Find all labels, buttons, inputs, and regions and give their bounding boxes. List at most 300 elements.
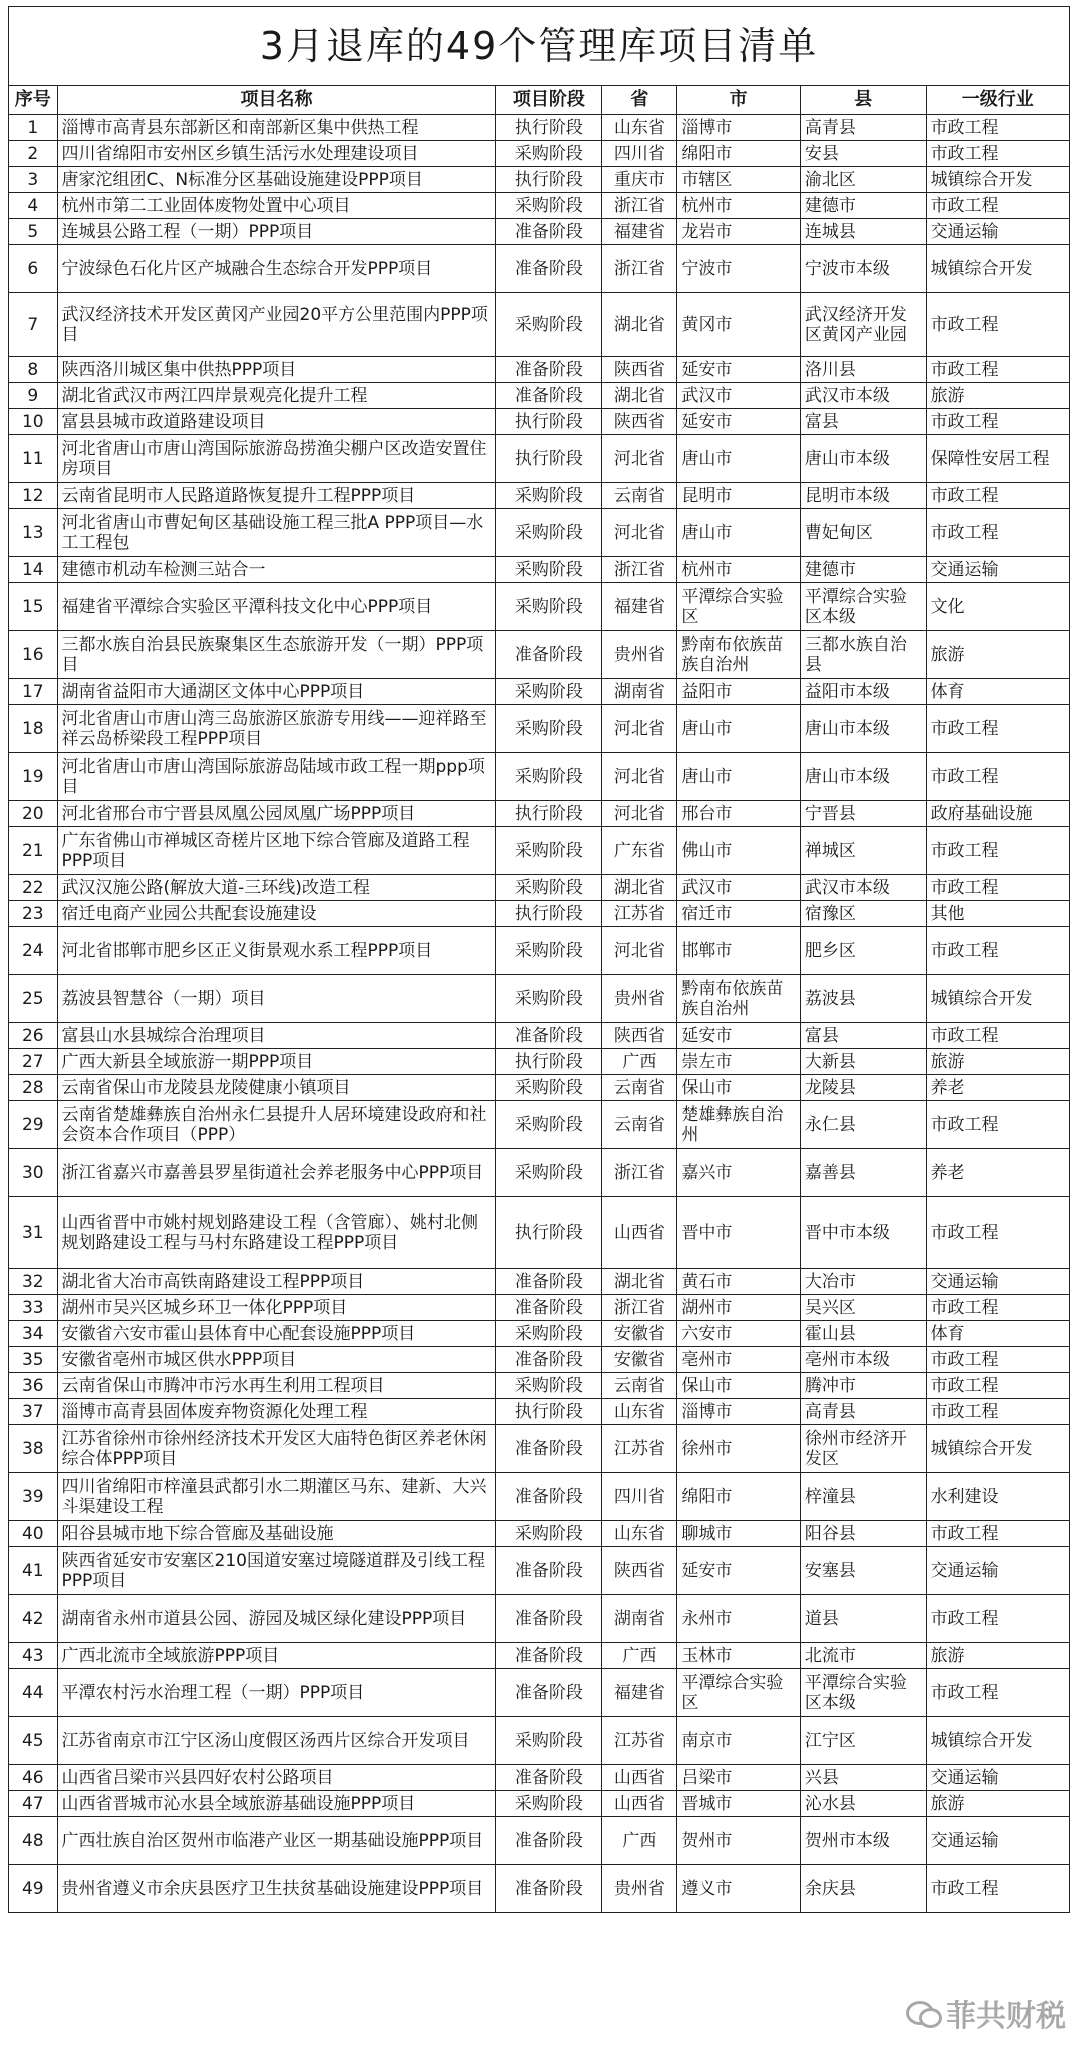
county: 高青县 xyxy=(800,1399,926,1425)
project-stage: 执行阶段 xyxy=(496,1197,602,1269)
project-name: 江苏省南京市江宁区汤山度假区汤西片区综合开发项目 xyxy=(57,1717,496,1765)
city: 延安市 xyxy=(677,1547,801,1595)
project-name: 三都水族自治县民族聚集区生态旅游开发（一期）PPP项目 xyxy=(57,631,496,679)
project-stage: 执行阶段 xyxy=(496,409,602,435)
project-name: 江苏省徐州市徐州经济技术开发区大庙特色街区养老休闲综合体PPP项目 xyxy=(57,1425,496,1473)
city: 聊城市 xyxy=(677,1521,801,1547)
province: 广东省 xyxy=(602,827,677,875)
industry: 旅游 xyxy=(926,1791,1069,1817)
province: 江苏省 xyxy=(602,901,677,927)
city: 唐山市 xyxy=(677,509,801,557)
project-stage: 准备阶段 xyxy=(496,245,602,293)
city: 亳州市 xyxy=(677,1347,801,1373)
project-name: 浙江省嘉兴市嘉善县罗星街道社会养老服务中心PPP项目 xyxy=(57,1149,496,1197)
project-name: 云南省楚雄彝族自治州永仁县提升人居环境建设政府和社会资本合作项目（PPP） xyxy=(57,1101,496,1149)
county: 宁晋县 xyxy=(800,801,926,827)
table-row xyxy=(9,1295,1070,1321)
project-name: 山西省晋城市沁水县全域旅游基础设施PPP项目 xyxy=(57,1791,496,1817)
county: 连城县 xyxy=(800,219,926,245)
row-number: 38 xyxy=(9,1425,58,1473)
table-row xyxy=(9,753,1070,801)
county: 安塞县 xyxy=(800,1547,926,1595)
city: 益阳市 xyxy=(677,679,801,705)
project-stage: 采购阶段 xyxy=(496,141,602,167)
county: 昆明市本级 xyxy=(800,483,926,509)
table-row xyxy=(9,1023,1070,1049)
table-row xyxy=(9,927,1070,975)
table-row xyxy=(9,167,1070,193)
row-number: 41 xyxy=(9,1547,58,1595)
row-number: 23 xyxy=(9,901,58,927)
project-stage: 准备阶段 xyxy=(496,1425,602,1473)
table-row xyxy=(9,1197,1070,1269)
row-number: 31 xyxy=(9,1197,58,1269)
city: 武汉市 xyxy=(677,875,801,901)
row-number: 21 xyxy=(9,827,58,875)
county: 沁水县 xyxy=(800,1791,926,1817)
city: 六安市 xyxy=(677,1321,801,1347)
industry: 市政工程 xyxy=(926,927,1069,975)
county: 龙陵县 xyxy=(800,1075,926,1101)
row-number: 46 xyxy=(9,1765,58,1791)
province: 江苏省 xyxy=(602,1425,677,1473)
row-number: 10 xyxy=(9,409,58,435)
industry: 文化 xyxy=(926,583,1069,631)
province: 河北省 xyxy=(602,509,677,557)
table-row xyxy=(9,901,1070,927)
project-name: 广西大新县全域旅游一期PPP项目 xyxy=(57,1049,496,1075)
project-stage: 准备阶段 xyxy=(496,631,602,679)
table-row xyxy=(9,1101,1070,1149)
project-name: 宿迁电商产业园公共配套设施建设 xyxy=(57,901,496,927)
city: 南京市 xyxy=(677,1717,801,1765)
city: 宿迁市 xyxy=(677,901,801,927)
city: 龙岩市 xyxy=(677,219,801,245)
table-row xyxy=(9,1321,1070,1347)
industry: 养老 xyxy=(926,1149,1069,1197)
project-stage: 采购阶段 xyxy=(496,193,602,219)
project-stage: 执行阶段 xyxy=(496,435,602,483)
province: 浙江省 xyxy=(602,1149,677,1197)
county: 道县 xyxy=(800,1595,926,1643)
county: 曹妃甸区 xyxy=(800,509,926,557)
county: 富县 xyxy=(800,409,926,435)
project-stage: 准备阶段 xyxy=(496,1865,602,1913)
county: 平潭综合实验区本级 xyxy=(800,583,926,631)
county: 武汉经济开发区黄冈产业园 xyxy=(800,293,926,357)
province: 陕西省 xyxy=(602,357,677,383)
table-row xyxy=(9,115,1070,141)
table-row xyxy=(9,1817,1070,1865)
county: 三都水族自治县 xyxy=(800,631,926,679)
project-name: 河北省唐山市曹妃甸区基础设施工程三批A PPP项目—水工工程包 xyxy=(57,509,496,557)
table-row xyxy=(9,1399,1070,1425)
industry: 城镇综合开发 xyxy=(926,167,1069,193)
project-name: 湖北省武汉市两江四岸景观亮化提升工程 xyxy=(57,383,496,409)
project-name: 宁波绿色石化片区产城融合生态综合开发PPP项目 xyxy=(57,245,496,293)
industry: 城镇综合开发 xyxy=(926,975,1069,1023)
table-row xyxy=(9,1149,1070,1197)
province: 广西 xyxy=(602,1817,677,1865)
project-stage: 准备阶段 xyxy=(496,1817,602,1865)
project-stage: 准备阶段 xyxy=(496,1547,602,1595)
table-row xyxy=(9,357,1070,383)
project-stage: 执行阶段 xyxy=(496,167,602,193)
project-name: 建德市机动车检测三站合一 xyxy=(57,557,496,583)
project-name: 山西省吕梁市兴县四好农村公路项目 xyxy=(57,1765,496,1791)
project-stage: 采购阶段 xyxy=(496,679,602,705)
project-stage: 采购阶段 xyxy=(496,1321,602,1347)
province: 河北省 xyxy=(602,435,677,483)
industry: 市政工程 xyxy=(926,193,1069,219)
industry: 市政工程 xyxy=(926,875,1069,901)
project-stage: 采购阶段 xyxy=(496,705,602,753)
project-stage: 采购阶段 xyxy=(496,1373,602,1399)
province: 四川省 xyxy=(602,1473,677,1521)
province: 陕西省 xyxy=(602,1547,677,1595)
row-number: 48 xyxy=(9,1817,58,1865)
province: 陕西省 xyxy=(602,409,677,435)
industry: 旅游 xyxy=(926,1049,1069,1075)
row-number: 47 xyxy=(9,1791,58,1817)
project-name: 唐家沱组团C、N标准分区基础设施建设PPP项目 xyxy=(57,167,496,193)
industry: 市政工程 xyxy=(926,1023,1069,1049)
province: 湖北省 xyxy=(602,293,677,357)
table-row xyxy=(9,975,1070,1023)
city: 昆明市 xyxy=(677,483,801,509)
project-stage: 执行阶段 xyxy=(496,115,602,141)
header-city: 市 xyxy=(677,86,801,115)
province: 福建省 xyxy=(602,1669,677,1717)
province: 陕西省 xyxy=(602,1023,677,1049)
row-number: 43 xyxy=(9,1643,58,1669)
county: 贺州市本级 xyxy=(800,1817,926,1865)
industry: 市政工程 xyxy=(926,293,1069,357)
row-number: 25 xyxy=(9,975,58,1023)
province: 贵州省 xyxy=(602,975,677,1023)
industry: 市政工程 xyxy=(926,705,1069,753)
table-row xyxy=(9,1075,1070,1101)
province: 浙江省 xyxy=(602,193,677,219)
industry: 市政工程 xyxy=(926,509,1069,557)
industry: 交通运输 xyxy=(926,1547,1069,1595)
row-number: 29 xyxy=(9,1101,58,1149)
project-name: 四川省绵阳市梓潼县武都引水二期灌区马东、建新、大兴斗渠建设工程 xyxy=(57,1473,496,1521)
city: 玉林市 xyxy=(677,1643,801,1669)
project-stage: 准备阶段 xyxy=(496,1643,602,1669)
project-name: 云南省保山市龙陵县龙陵健康小镇项目 xyxy=(57,1075,496,1101)
project-name: 四川省绵阳市安州区乡镇生活污水处理建设项目 xyxy=(57,141,496,167)
industry: 城镇综合开发 xyxy=(926,1425,1069,1473)
watermark xyxy=(906,1991,1066,2035)
industry: 市政工程 xyxy=(926,483,1069,509)
table-row xyxy=(9,875,1070,901)
county: 唐山市本级 xyxy=(800,705,926,753)
industry: 市政工程 xyxy=(926,1197,1069,1269)
county: 徐州市经济开发区 xyxy=(800,1425,926,1473)
row-number: 14 xyxy=(9,557,58,583)
row-number: 13 xyxy=(9,509,58,557)
project-name: 淄博市高青县固体废弃物资源化处理工程 xyxy=(57,1399,496,1425)
project-stage: 准备阶段 xyxy=(496,1669,602,1717)
project-name: 陕西省延安市安塞区210国道安塞过境隧道群及引线工程PPP项目 xyxy=(57,1547,496,1595)
project-stage: 采购阶段 xyxy=(496,1717,602,1765)
table-row xyxy=(9,1347,1070,1373)
industry: 养老 xyxy=(926,1075,1069,1101)
city: 贺州市 xyxy=(677,1817,801,1865)
city: 淄博市 xyxy=(677,1399,801,1425)
header-industry: 一级行业 xyxy=(926,86,1069,115)
province: 广西 xyxy=(602,1643,677,1669)
project-stage: 准备阶段 xyxy=(496,1269,602,1295)
header-project-name: 项目名称 xyxy=(57,86,496,115)
city: 黔南布依族苗族自治州 xyxy=(677,631,801,679)
table-row xyxy=(9,193,1070,219)
province: 山西省 xyxy=(602,1197,677,1269)
table-title: 3月退库的49个管理库项目清单 xyxy=(9,7,1070,86)
county: 安县 xyxy=(800,141,926,167)
project-stage: 准备阶段 xyxy=(496,1347,602,1373)
header-no: 序号 xyxy=(9,86,58,115)
industry: 市政工程 xyxy=(926,115,1069,141)
city: 绵阳市 xyxy=(677,1473,801,1521)
industry: 旅游 xyxy=(926,383,1069,409)
header-province: 省 xyxy=(602,86,677,115)
table-row xyxy=(9,1521,1070,1547)
row-number: 9 xyxy=(9,383,58,409)
row-number: 6 xyxy=(9,245,58,293)
table-row xyxy=(9,293,1070,357)
table-row xyxy=(9,583,1070,631)
table-row xyxy=(9,1765,1070,1791)
city: 邢台市 xyxy=(677,801,801,827)
project-stage: 采购阶段 xyxy=(496,1101,602,1149)
city: 唐山市 xyxy=(677,753,801,801)
city: 杭州市 xyxy=(677,557,801,583)
table-row xyxy=(9,509,1070,557)
city: 晋城市 xyxy=(677,1791,801,1817)
project-stage: 采购阶段 xyxy=(496,1521,602,1547)
row-number: 5 xyxy=(9,219,58,245)
industry: 体育 xyxy=(926,679,1069,705)
project-name: 山西省晋中市姚村规划路建设工程（含管廊）、姚村北侧规划路建设工程与马村东路建设工程PPP项目 xyxy=(57,1197,496,1269)
table-row xyxy=(9,409,1070,435)
table-row xyxy=(9,141,1070,167)
city: 黄冈市 xyxy=(677,293,801,357)
industry: 交通运输 xyxy=(926,1817,1069,1865)
city: 平潭综合实验区 xyxy=(677,1669,801,1717)
province: 河北省 xyxy=(602,927,677,975)
county: 禅城区 xyxy=(800,827,926,875)
industry: 市政工程 xyxy=(926,141,1069,167)
row-number: 19 xyxy=(9,753,58,801)
city: 唐山市 xyxy=(677,435,801,483)
project-name: 湖北省大冶市高铁南路建设工程PPP项目 xyxy=(57,1269,496,1295)
row-number: 45 xyxy=(9,1717,58,1765)
industry: 政府基础设施 xyxy=(926,801,1069,827)
industry: 市政工程 xyxy=(926,1399,1069,1425)
row-number: 42 xyxy=(9,1595,58,1643)
province: 福建省 xyxy=(602,583,677,631)
table-row xyxy=(9,631,1070,679)
project-stage: 采购阶段 xyxy=(496,827,602,875)
project-name: 湖南省永州市道县公园、游园及城区绿化建设PPP项目 xyxy=(57,1595,496,1643)
project-stage: 采购阶段 xyxy=(496,557,602,583)
project-stage: 准备阶段 xyxy=(496,219,602,245)
city: 崇左市 xyxy=(677,1049,801,1075)
county: 渝北区 xyxy=(800,167,926,193)
row-number: 35 xyxy=(9,1347,58,1373)
county: 洛川县 xyxy=(800,357,926,383)
province: 湖北省 xyxy=(602,1269,677,1295)
row-number: 24 xyxy=(9,927,58,975)
row-number: 26 xyxy=(9,1023,58,1049)
row-number: 18 xyxy=(9,705,58,753)
table-row xyxy=(9,1595,1070,1643)
province: 河北省 xyxy=(602,705,677,753)
city: 延安市 xyxy=(677,409,801,435)
project-stage: 准备阶段 xyxy=(496,357,602,383)
industry: 市政工程 xyxy=(926,1373,1069,1399)
project-name: 阳谷县城市地下综合管廊及基础设施 xyxy=(57,1521,496,1547)
industry: 市政工程 xyxy=(926,1669,1069,1717)
project-name: 贵州省遵义市余庆县医疗卫生扶贫基础设施建设PPP项目 xyxy=(57,1865,496,1913)
row-number: 22 xyxy=(9,875,58,901)
province: 重庆市 xyxy=(602,167,677,193)
row-number: 16 xyxy=(9,631,58,679)
header-row xyxy=(9,86,1070,115)
city: 平潭综合实验区 xyxy=(677,583,801,631)
row-number: 1 xyxy=(9,115,58,141)
project-stage: 准备阶段 xyxy=(496,383,602,409)
project-name: 平潭农村污水治理工程（一期）PPP项目 xyxy=(57,1669,496,1717)
project-name: 广西壮族自治区贺州市临港产业区一期基础设施PPP项目 xyxy=(57,1817,496,1865)
province: 浙江省 xyxy=(602,245,677,293)
industry: 市政工程 xyxy=(926,357,1069,383)
industry: 其他 xyxy=(926,901,1069,927)
city: 晋中市 xyxy=(677,1197,801,1269)
row-number: 28 xyxy=(9,1075,58,1101)
industry: 体育 xyxy=(926,1321,1069,1347)
city: 吕梁市 xyxy=(677,1765,801,1791)
project-stage: 采购阶段 xyxy=(496,583,602,631)
industry: 市政工程 xyxy=(926,1295,1069,1321)
county: 武汉市本级 xyxy=(800,383,926,409)
table-row xyxy=(9,1717,1070,1765)
table-row xyxy=(9,1425,1070,1473)
industry: 交通运输 xyxy=(926,557,1069,583)
province: 贵州省 xyxy=(602,631,677,679)
table-row xyxy=(9,1643,1070,1669)
project-stage: 执行阶段 xyxy=(496,901,602,927)
county: 肥乡区 xyxy=(800,927,926,975)
province: 云南省 xyxy=(602,483,677,509)
table-row xyxy=(9,1791,1070,1817)
row-number: 30 xyxy=(9,1149,58,1197)
project-stage: 采购阶段 xyxy=(496,927,602,975)
project-stage: 准备阶段 xyxy=(496,1023,602,1049)
county: 大新县 xyxy=(800,1049,926,1075)
table-body xyxy=(9,115,1070,1913)
industry: 城镇综合开发 xyxy=(926,1717,1069,1765)
industry: 旅游 xyxy=(926,1643,1069,1669)
header-stage: 项目阶段 xyxy=(496,86,602,115)
industry: 市政工程 xyxy=(926,1101,1069,1149)
county: 平潭综合实验区本级 xyxy=(800,1669,926,1717)
industry: 市政工程 xyxy=(926,827,1069,875)
city: 延安市 xyxy=(677,1023,801,1049)
city: 湖州市 xyxy=(677,1295,801,1321)
county: 宿豫区 xyxy=(800,901,926,927)
table-row xyxy=(9,1669,1070,1717)
table-row xyxy=(9,245,1070,293)
industry: 旅游 xyxy=(926,631,1069,679)
province: 山东省 xyxy=(602,1521,677,1547)
county: 江宁区 xyxy=(800,1717,926,1765)
project-name: 湖南省益阳市大通湖区文体中心PPP项目 xyxy=(57,679,496,705)
city: 嘉兴市 xyxy=(677,1149,801,1197)
industry: 市政工程 xyxy=(926,409,1069,435)
row-number: 17 xyxy=(9,679,58,705)
wechat-icon xyxy=(906,1999,940,2027)
table-row xyxy=(9,1049,1070,1075)
project-name: 广东省佛山市禅城区奇槎片区地下综合管廊及道路工程PPP项目 xyxy=(57,827,496,875)
project-name: 连城县公路工程（一期）PPP项目 xyxy=(57,219,496,245)
county: 晋中市本级 xyxy=(800,1197,926,1269)
industry: 城镇综合开发 xyxy=(926,245,1069,293)
table-row xyxy=(9,827,1070,875)
watermark-text: 菲共财税 xyxy=(946,1999,1066,2034)
project-name: 云南省昆明市人民路道路恢复提升工程PPP项目 xyxy=(57,483,496,509)
province: 湖北省 xyxy=(602,875,677,901)
project-stage: 采购阶段 xyxy=(496,1149,602,1197)
industry: 市政工程 xyxy=(926,753,1069,801)
project-stage: 执行阶段 xyxy=(496,801,602,827)
row-number: 12 xyxy=(9,483,58,509)
city: 黄石市 xyxy=(677,1269,801,1295)
project-name: 福建省平潭综合实验区平潭科技文化中心PPP项目 xyxy=(57,583,496,631)
county: 高青县 xyxy=(800,115,926,141)
table-row xyxy=(9,557,1070,583)
city: 佛山市 xyxy=(677,827,801,875)
county: 武汉市本级 xyxy=(800,875,926,901)
project-stage: 执行阶段 xyxy=(496,1049,602,1075)
county: 富县 xyxy=(800,1023,926,1049)
project-list-sheet xyxy=(8,6,1070,1913)
city: 延安市 xyxy=(677,357,801,383)
province: 四川省 xyxy=(602,141,677,167)
project-stage: 采购阶段 xyxy=(496,753,602,801)
industry: 水利建设 xyxy=(926,1473,1069,1521)
province: 湖南省 xyxy=(602,679,677,705)
city: 唐山市 xyxy=(677,705,801,753)
project-name: 河北省唐山市唐山湾国际旅游岛陆域市政工程一期ppp项目 xyxy=(57,753,496,801)
project-name: 湖州市吴兴区城乡环卫一体化PPP项目 xyxy=(57,1295,496,1321)
city: 宁波市 xyxy=(677,245,801,293)
project-stage: 准备阶段 xyxy=(496,1473,602,1521)
city: 保山市 xyxy=(677,1373,801,1399)
project-name: 武汉汉施公路(解放大道-三环线)改造工程 xyxy=(57,875,496,901)
project-stage: 准备阶段 xyxy=(496,1295,602,1321)
city: 遵义市 xyxy=(677,1865,801,1913)
province: 福建省 xyxy=(602,219,677,245)
industry: 市政工程 xyxy=(926,1595,1069,1643)
row-number: 20 xyxy=(9,801,58,827)
county: 嘉善县 xyxy=(800,1149,926,1197)
project-name: 富县县城市政道路建设项目 xyxy=(57,409,496,435)
row-number: 33 xyxy=(9,1295,58,1321)
industry: 交通运输 xyxy=(926,1765,1069,1791)
